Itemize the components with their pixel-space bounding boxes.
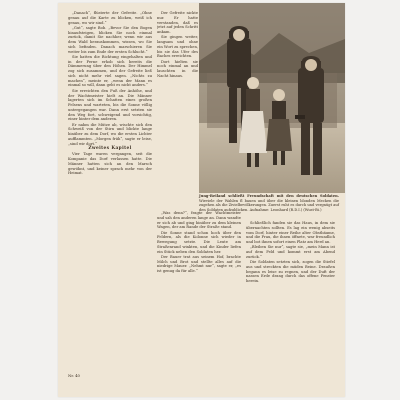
text-column-3 <box>157 211 241 356</box>
paragraph: Schließlich fanden sie das Haus, in dem sie übernachten sollten. Es lag ein wenig abseits vom Dorf, hinter einer Reihe alter Obstbäume, und die Frau, die ihnen öffnete, war freundlich und bot ihnen sofort einen Platz am Herd an. <box>246 221 335 244</box>
caption-title: Jung-Beiland schließt Freundschaft mit den deutschen Soldaten. <box>199 194 339 198</box>
paragraph: „Danach“, flüsterte der Gefreite. „Ohne genau auf die Karte zu blicken, weiß ich genau, wo wir sind.“ <box>68 11 152 25</box>
paragraph: Sie hatten die Richtung eingehalten und in der Ferne erhob sich bereits die Dämmerung über den Höhen. Der Himmel zog sich zusammen, und der Gefreite ließ sich nicht mehr viel sagen. „Nichts zu machen“, meinte er, „wenn der Mann es einmal so will, dann geht es nicht anders.“ <box>68 54 152 88</box>
photo-soldiers-and-children <box>199 3 345 193</box>
paragraph: Der Bauer trat aus seinem Hof, brachte Milch und Brot und stellte alles auf die niedrige Mauer. „Nehmt nur“, sagte er, „es ist genug da für alle.“ <box>157 254 241 274</box>
text-column-4 <box>246 221 335 366</box>
magazine-page <box>58 3 345 397</box>
article-photo <box>199 3 345 193</box>
paragraph: Vier Tage waren vergangen, seit die Kompanie das Dorf verlassen hatte. Die Männer hatten sich an den Marsch gewöhnt, und keiner sprach mehr von der Heimat. <box>68 152 152 176</box>
photo-caption <box>199 194 339 212</box>
paragraph: Sie erreichten den Fuß der Anhöhe, und der Wachtmeister hielt an. Die Männer lagerten sich im Schatten eines großen Felsens und warteten, bis die Sonne völlig untergegangen war. Dann erst setzten sie den Weg fort, schweigend und vorsichtig, einer hinter dem anderen. <box>68 88 152 122</box>
paragraph: Die Sonne stand schon hoch über den Feldern, als die Kolonne sich wieder in Bewegung setzte. Die Leute am Straßenrand winkten, und die Kinder liefen ein Stück neben den Soldaten her. <box>157 230 241 254</box>
paragraph: Dort hielten sie noch einmal an und lauschten in die Nacht hinaus. <box>157 59 198 78</box>
caption-text: Wieviele der Wahlen fl bauen und über die kleinen blonden Mecken die zugehen als die Zivielbevölkerungen. Zuerst ruht es durch und vergnügt auf den Soldaten aufzublicken. Aufnahme: Leonhard (R.D.I.) (Wust-Bi.) <box>199 198 339 212</box>
paragraph: „Bleiben Sie nur“, sagte sie, „mein Mann ist auf dem Feld und kommt erst am Abend zurück.“ <box>246 245 335 259</box>
section-heading: Zweites Kapitel <box>88 145 132 151</box>
text-column-1 <box>68 11 152 361</box>
paragraph: Die Soldaten setzten sich, zogen die Stiefel aus und streckten die müden Beine. Draußen begann es leise zu regnen, und der Duft der nassen Erde drang durch das offene Fenster herein. <box>246 260 335 284</box>
paragraph: „Was denn?“, fragte der Wachtmeister und sah den anderen lange an. Dann wandte er sich ab und ging hinüber zu dem kleinen Wagen, der am Rande der Straße stand. <box>157 211 241 230</box>
paragraph: „Gut“, sagte Bob. „Bevor Sie den Bogen hinaufsteigen, blicken Sie noch einmal zurück, damit Sie nachher, wenn wir aus dem Wald herauskommen, wissen, wo Sie sich befinden. Danach marschieren Sie weiter bis zum Ende der ersten Schlucht.“ <box>68 25 152 54</box>
paragraph: Er nahm die Mütze ab, wischte sich den Schweiß von der Stirn und blickte lange hinüber zu dem Dorf, wo die ersten Lichter aufflammten. „Morgen früh“, sagte er leise, „sind wir dort.“ <box>68 122 152 146</box>
paragraph: Der Gefreite nickte nur. Er hatte verstanden, daß es jetzt auf jeden Schritt ankam. <box>157 11 198 34</box>
paragraph: Sie gingen weiter, langsam und ohne ein Wort zu sprechen, bis sie das Ufer des Baches erreichten. <box>157 35 198 59</box>
text-column-2 <box>157 11 198 209</box>
page-number: Nr. 40 <box>68 373 80 378</box>
